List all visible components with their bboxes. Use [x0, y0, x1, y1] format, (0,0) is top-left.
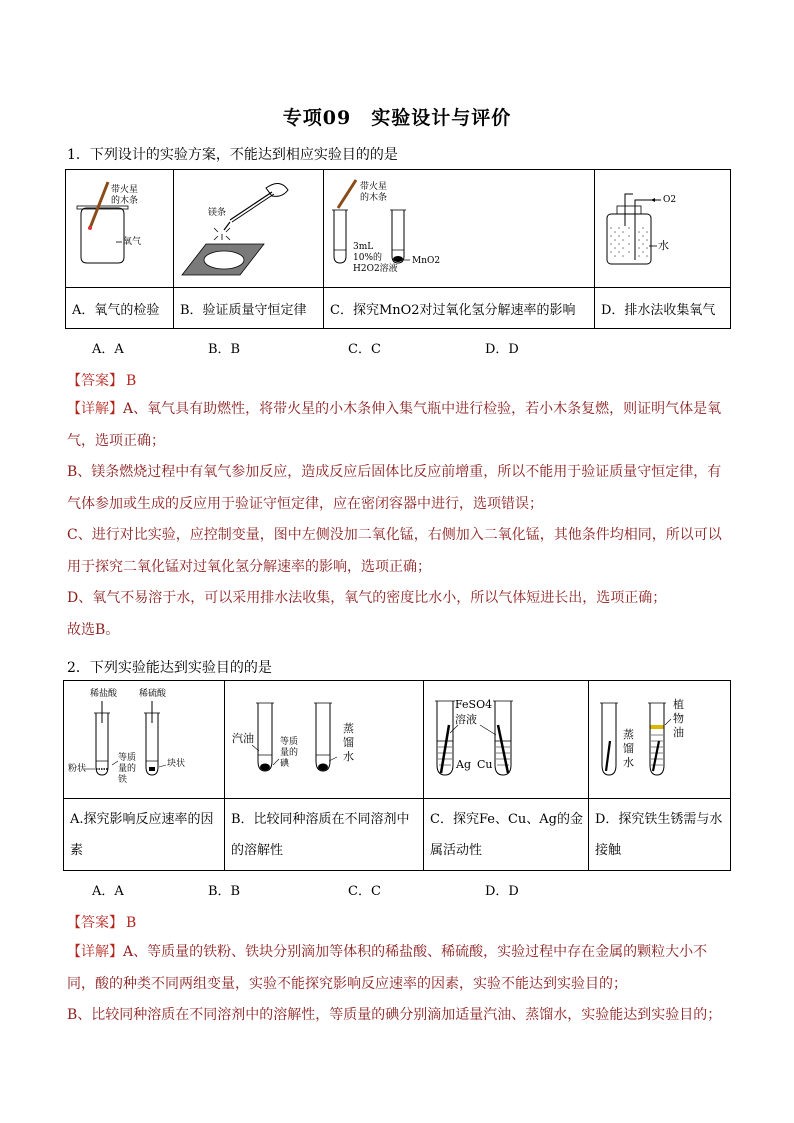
q1a-label-1: 带火星	[111, 185, 139, 195]
q2-option-c[interactable]: C．C	[348, 884, 381, 899]
q1-figure-d-drawing	[595, 170, 731, 287]
q2c-label-3: Ag	[456, 758, 471, 771]
q2-answer-tag: 【答案】	[67, 915, 123, 931]
q2b-label-2: 等质	[280, 737, 299, 747]
q2c-label-2: 溶液	[455, 713, 477, 726]
q2a-label-3: 等质	[118, 753, 137, 763]
q2-option-a[interactable]: A．A	[92, 884, 124, 899]
q2-answer-value: B	[126, 915, 137, 931]
q2-detail-a	[67, 937, 727, 1000]
q2-figure-b	[225, 681, 424, 799]
q1-answer-tag: 【答案】	[67, 373, 123, 389]
q2-caption-d: D．探究铁生锈需与水接触	[589, 799, 731, 871]
q1-option-a[interactable]: A．A	[92, 342, 124, 357]
q1-figure-d	[595, 170, 731, 288]
q1-answer-value: B	[126, 373, 137, 389]
q2b-label-7: 水	[343, 750, 354, 763]
q2b-label-4: 碘	[280, 759, 290, 769]
q1b-label: 镁条	[208, 208, 227, 218]
q2a-label-4: 量的	[118, 764, 137, 774]
q2-caption-c: C．探究Fe、Cu、Ag的金属活动性	[424, 799, 589, 871]
q1-detail-b: B、镁条燃烧过程中有氧气参加反应，造成反应后固体比反应前增重，所以不能用于验证质量守恒定律，有气体参加或生成的反应用于验证守恒定律，应在密闭容器中进行，选项错误；	[67, 464, 722, 512]
q2-caption-a: A.探究影响反应速率的因素	[64, 799, 225, 871]
q2b-label-3: 量的	[280, 748, 299, 758]
q2-figure-b-drawing	[225, 681, 424, 798]
q1-detail-tag: 【详解】	[67, 401, 123, 417]
q2-answer	[67, 912, 136, 932]
question-2-stem: 2．下列实验能达到实验目的的是	[67, 660, 272, 676]
q1c-label-3: 3mL	[353, 242, 374, 252]
q1-detail-a	[67, 394, 727, 457]
q1a-label-2: 的木条	[111, 196, 139, 206]
q2-detail-a-text: A、等质量的铁粉、铁块分别滴加等体积的稀盐酸、稀硫酸，实验过程中存在金属的颗粒大小不同，酸的种类不同两组变量，实验不能探究影响反应速率的因素，实验不能达到实验目的；	[67, 944, 708, 992]
q2-figure-d-drawing	[589, 681, 731, 798]
question-2-table	[63, 680, 731, 871]
question-1-table	[65, 169, 731, 329]
q2a-label-1: 稀盐酸	[90, 689, 118, 699]
q1c-label-5: H2O2溶液	[353, 264, 398, 274]
q1c-label-1: 带火星	[360, 182, 388, 192]
q1-caption-c: C．探究MnO2对过氧化氢分解速率的影响	[324, 288, 595, 329]
q2b-label-6: 馏	[343, 736, 354, 749]
q1-figure-b-drawing	[174, 170, 324, 287]
q2b-label-5: 蒸	[343, 722, 354, 735]
q2b-label-1: 汽油	[232, 732, 254, 745]
q2d-label-4: 蒸	[623, 728, 634, 741]
q1-caption-b: B．验证质量守恒定律	[174, 288, 324, 329]
q1-detail-c: C、进行对比实验，应控制变量，图中左侧没加二氧化锰，右侧加入二氧化锰，其他条件均相同，所以可以用于探究二氧化锰对过氧化氢分解速率的影响，选项正确；	[67, 527, 722, 575]
q1-answer	[67, 370, 136, 390]
q2d-label-6: 水	[623, 756, 634, 769]
q1-figure-b	[174, 170, 324, 288]
q1a-label-3: 氧气	[123, 237, 142, 247]
q2d-label-3: 油	[673, 726, 684, 739]
q2a-label-5: 铁	[118, 775, 128, 785]
q1-detail	[67, 394, 727, 646]
q2-figure-d	[589, 681, 731, 799]
q1-option-b[interactable]: B．B	[208, 342, 241, 357]
q1-detail-a-text: A、氧气具有助燃性，将带火星的小木条伸入集气瓶中进行检验，若小木条复燃，则证明气体是氧气，选项正确；	[67, 401, 722, 449]
q2a-label-2: 稀硫酸	[139, 689, 167, 699]
q2-detail	[67, 937, 727, 1032]
question-1-stem: 1．下列设计的实验方案，不能达到相应实验目的的是	[67, 147, 398, 163]
q1c-label-4: 10%的	[353, 253, 383, 263]
q1-caption-a: A．氧气的检验	[66, 288, 174, 329]
q1-detail-conclusion: 故选B。	[67, 621, 120, 638]
q2-detail-b: B、比较同种溶质在不同溶剂中的溶解性，等质量的碘分别滴加适量汽油、蒸馏水，实验能达到实验目的；	[67, 1007, 722, 1023]
q1-caption-d: D．排水法收集氧气	[595, 288, 731, 329]
q1-detail-d: D、氧气不易溶于水，可以采用排水法收集，氧气的密度比水小，所以气体短进长出，选项正确；	[67, 590, 667, 606]
q2a-label-7: 块状	[167, 759, 186, 769]
page-title: 专项09 实验设计与评价	[282, 107, 512, 129]
q1d-label-2: 水	[658, 239, 669, 252]
q2-figure-a	[64, 681, 225, 799]
q1-figure-c	[324, 170, 595, 288]
q2-figure-c-drawing	[424, 681, 589, 798]
q2c-label-4: Cu	[477, 758, 493, 771]
q2d-label-1: 植	[673, 698, 684, 711]
q2d-label-5: 馏	[623, 742, 634, 755]
q1d-label-1: O2	[663, 195, 677, 205]
q1-options	[92, 338, 692, 358]
q1-option-c[interactable]: C．C	[348, 342, 381, 357]
q1-figure-a	[66, 170, 174, 288]
q2-figure-c	[424, 681, 589, 799]
q1c-label-6: MnO2	[412, 256, 441, 266]
q2-option-d[interactable]: D．D	[485, 884, 519, 899]
q1-option-d[interactable]: D．D	[485, 342, 519, 357]
q2-caption-b: B．比较同种溶质在不同溶剂中的溶解性	[225, 799, 424, 871]
q2c-label-1: FeSO4	[455, 698, 493, 711]
q2d-label-2: 物	[673, 712, 684, 725]
q2a-label-6: 粉状	[68, 764, 87, 774]
q1c-label-2: 的木条	[360, 193, 388, 203]
q2-option-b[interactable]: B．B	[208, 884, 241, 899]
q2-detail-tag: 【详解】	[67, 944, 123, 960]
q2-options	[92, 880, 692, 900]
